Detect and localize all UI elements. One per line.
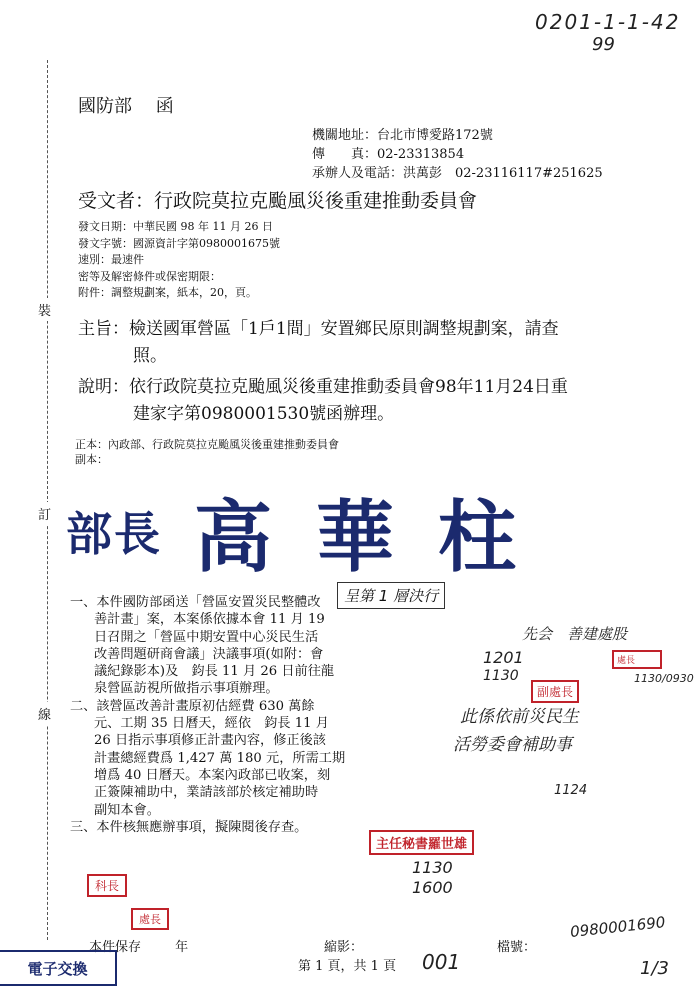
binding-mark-2: 訂 (38, 502, 51, 525)
contact-address: 機關地址：台北市博愛路172號 (312, 128, 493, 143)
explanation-block (78, 374, 568, 428)
contact-block (312, 126, 603, 183)
footer-file-label: 檔號： (497, 940, 537, 955)
note-line: 增爲 40 日曆天。本案內政部已收案，刻 (94, 767, 331, 783)
binding-mark-3: 線 (38, 702, 51, 725)
meta-attachment: 附件：調整規劃案，紙本，20，頁。 (78, 286, 257, 299)
note-line: 二、該營區改善計畫原初估經費 630 萬餘 (70, 698, 315, 714)
subject-line-2: 照。 (133, 346, 167, 366)
binding-mark-1: 裝 (38, 298, 51, 321)
meta-block (78, 219, 280, 302)
footer-page: 第 1 頁，共 1 頁 (298, 959, 397, 974)
note-line: 日召開之「營區中期安置中心災民生活 (94, 629, 319, 645)
handwritten-note-2: 此係依前災民生 (460, 707, 579, 727)
note-line: 議紀錄影本)及 鈞長 11 月 26 日前往龍 (94, 664, 335, 680)
contact-handler: 承辦人及電話：洪萬彭 02-23116117#251625 (312, 166, 603, 181)
note-line: 泉營區訪視所做指示事項辦理。 (94, 681, 279, 697)
deputy-stamp: 副處長 (531, 680, 579, 703)
note-line: 元、工期 35 日曆天，經依 鈞長 11 月 (94, 716, 329, 732)
notes-block (70, 594, 350, 836)
explanation-line-2: 建家字第0980001530號函辦理。 (133, 404, 395, 424)
director-stamp: 處長 (612, 650, 662, 669)
approval-stamp: 呈第 1 層決行 (337, 582, 445, 609)
note-line: 計畫總經費爲 1,427 萬 180 元，所需工期 (94, 750, 346, 766)
note-line: 三、本件核無應辦事項，擬陳閱後存查。 (70, 819, 308, 835)
doc-type: 函 (155, 96, 174, 117)
agency-name: 國防部 (78, 96, 132, 117)
stamp-time-1130: 1130 (412, 858, 453, 877)
e-exchange-label: 電子交換 (27, 959, 88, 978)
copies-main: 正本：內政部、行政院莫拉克颱風災後重建推動委員會 (75, 438, 339, 451)
subject-block (78, 316, 559, 370)
handwritten-initials (544, 772, 587, 800)
footer-copy-label: 縮影： (324, 940, 364, 955)
footer-file-hand: 0980001690 (569, 913, 667, 941)
director-stamp-bottom: 處長 (131, 908, 169, 930)
e-exchange-badge (0, 950, 117, 986)
footer-corner-mark: 1/3 (640, 958, 669, 979)
retention-year: 年 (175, 940, 189, 955)
explanation-line-1: 依行政院莫拉克颱風災後重建推動委員會98年11月24日重 (129, 377, 568, 397)
meta-date: 發文日期：中華民國 98 年 11 月 26 日 (78, 220, 273, 233)
handwritten-note-1: 先会 善建處股 (522, 625, 628, 643)
signature-name: 高華柱 (194, 492, 561, 583)
copies-cc: 副本： (75, 453, 108, 466)
footer-page-hand: 001 (422, 950, 461, 974)
stamp-time-1600: 1600 (412, 878, 453, 897)
handwritten-time-left: 1130 (483, 668, 519, 684)
subject-line-1: 檢送國軍營區「1戶1間」安置鄉民原則調整規劃案，請查 (129, 319, 559, 339)
section-chief-stamp: 科長 (87, 874, 127, 897)
doc-header (78, 92, 174, 118)
explanation-label: 說明： (78, 377, 129, 397)
note-line: 正簽陳補助中，業請該部於核定補助時 (94, 785, 319, 801)
file-number-handwritten: 0201-1-1-42 (535, 10, 681, 34)
signature-title: 部長 (66, 507, 162, 561)
note-line: 善計畫」案，本案係依據本會 11 月 19 (94, 612, 325, 628)
note-line: 改善問題研商會議」決議事項(如附：會 (94, 646, 324, 662)
note-line: 一、本件國防部函送「營區安置災民整體改 (70, 595, 321, 610)
handwritten-note-3: 活勞委會補助事 (453, 735, 572, 755)
copies-block (75, 437, 339, 467)
secretary-stamp: 主任秘書羅世雄 (369, 830, 474, 855)
handwritten-date-left: 1201 (483, 648, 524, 667)
initials-text: 1124 (554, 783, 588, 798)
meta-secrecy: 密等及解密條件或保密期限： (78, 269, 221, 283)
binding-line (47, 60, 48, 940)
retention-label: 本件保存 (89, 940, 142, 955)
note-line: 副知本會。 (94, 802, 160, 818)
file-sub-handwritten: 99 (592, 34, 615, 55)
meta-number: 發文字號：國源資計字第0980001675號 (78, 236, 280, 250)
contact-fax: 傳 真：02-23313854 (312, 147, 465, 162)
handwritten-time-right: 1130/0930 (634, 672, 694, 685)
recipient: 受文者：行政院莫拉克颱風災後重建推動委員會 (78, 190, 478, 212)
meta-speed: 速別：最速件 (78, 253, 144, 266)
note-line: 26 日指示事項修正計畫內容，修正後該 (94, 733, 326, 749)
subject-label: 主旨： (78, 319, 129, 339)
